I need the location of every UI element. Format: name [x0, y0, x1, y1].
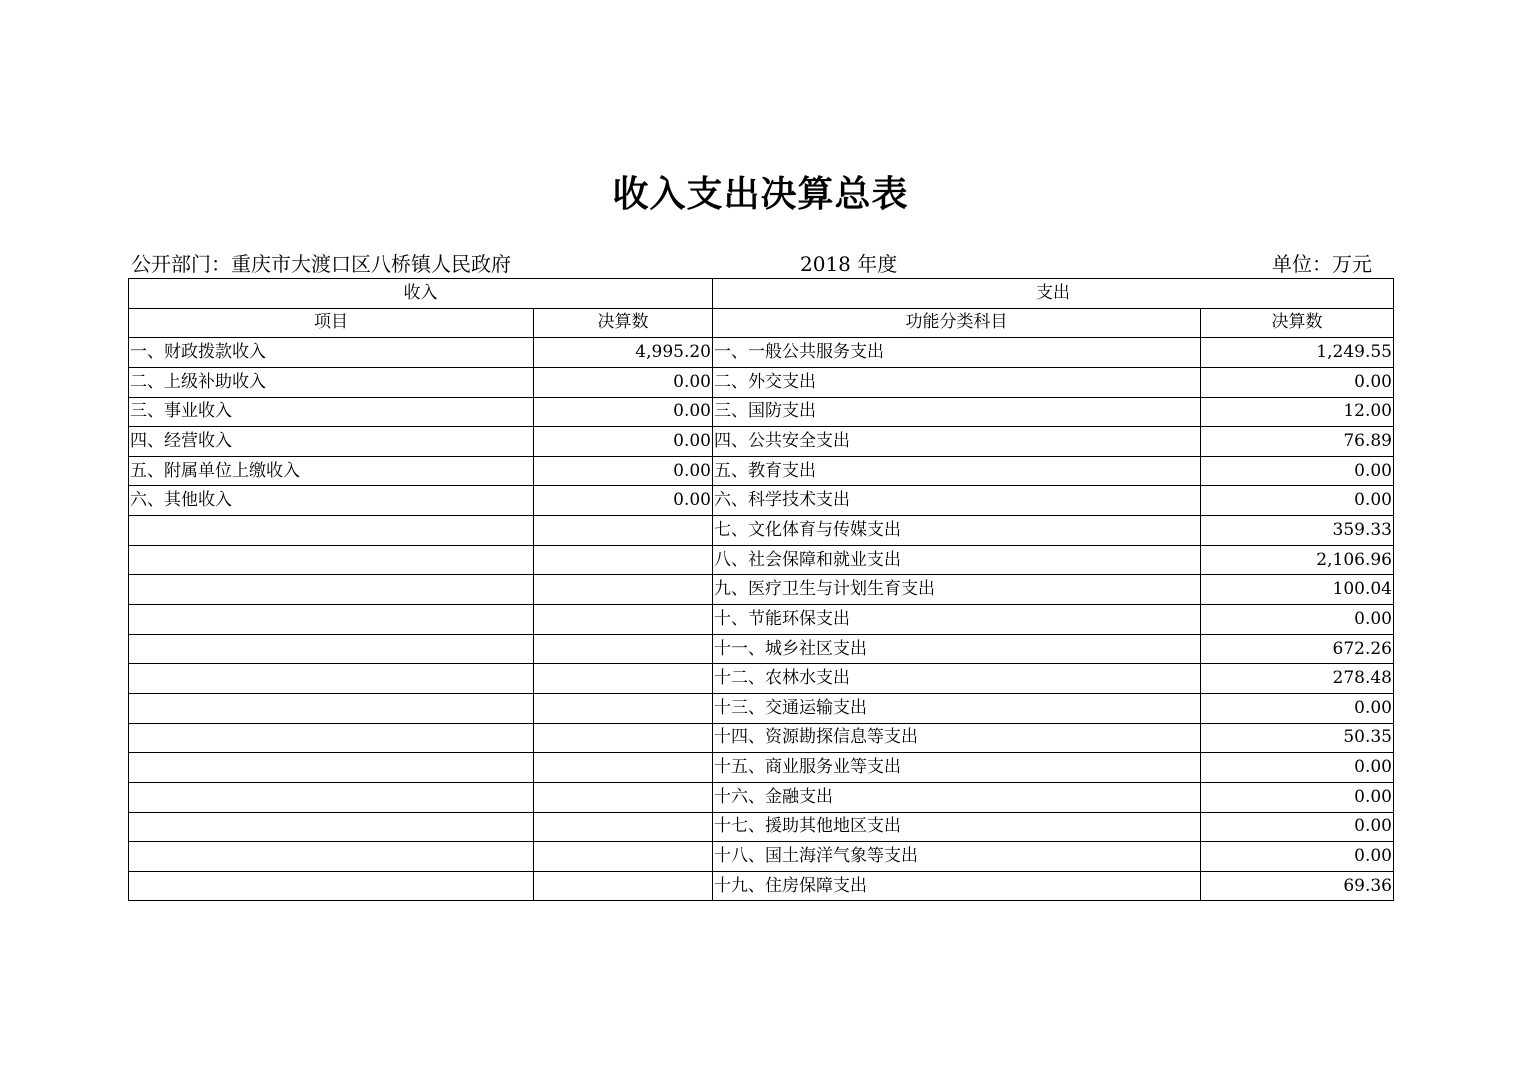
income-item-cell	[129, 605, 534, 635]
income-item-cell	[129, 723, 534, 753]
income-amount-cell	[534, 782, 713, 812]
income-item-cell	[129, 634, 534, 664]
expense-amount-cell: 50.35	[1201, 723, 1394, 753]
income-item-cell	[129, 871, 534, 901]
table-row	[129, 338, 1394, 368]
expense-amount-cell: 1,249.55	[1201, 338, 1394, 368]
income-item-header: 项目	[129, 308, 534, 338]
expense-amount-cell: 0.00	[1201, 753, 1394, 783]
expense-amount-header: 决算数	[1201, 308, 1394, 338]
expense-amount-cell: 0.00	[1201, 367, 1394, 397]
expense-amount-cell: 76.89	[1201, 427, 1394, 457]
expense-item-cell: 十三、交通运输支出	[713, 693, 1201, 723]
income-item-cell: 三、事业收入	[129, 397, 534, 427]
table-row	[129, 516, 1394, 546]
income-item-cell	[129, 782, 534, 812]
income-amount-cell	[534, 516, 713, 546]
unit-label: 单位：万元	[1272, 252, 1372, 276]
income-item-cell: 二、上级补助收入	[129, 367, 534, 397]
expense-amount-cell: 672.26	[1201, 634, 1394, 664]
income-amount-cell	[534, 575, 713, 605]
income-amount-cell	[534, 545, 713, 575]
expense-item-cell: 九、医疗卫生与计划生育支出	[713, 575, 1201, 605]
income-amount-cell: 0.00	[534, 456, 713, 486]
table-row	[129, 782, 1394, 812]
expense-amount-cell: 100.04	[1201, 575, 1394, 605]
income-amount-header: 决算数	[534, 308, 713, 338]
income-amount-cell: 4,995.20	[534, 338, 713, 368]
expense-amount-cell: 0.00	[1201, 782, 1394, 812]
expense-amount-cell: 0.00	[1201, 605, 1394, 635]
expense-item-cell: 十一、城乡社区支出	[713, 634, 1201, 664]
table-row	[129, 397, 1394, 427]
income-amount-cell	[534, 664, 713, 694]
income-item-cell: 五、附属单位上缴收入	[129, 456, 534, 486]
table-row	[129, 545, 1394, 575]
expense-item-cell: 八、社会保障和就业支出	[713, 545, 1201, 575]
department-label: 公开部门：重庆市大渡口区八桥镇人民政府	[131, 252, 511, 276]
income-amount-cell: 0.00	[534, 367, 713, 397]
table-row	[129, 486, 1394, 516]
expense-amount-cell: 69.36	[1201, 871, 1394, 901]
income-item-cell: 四、经营收入	[129, 427, 534, 457]
expense-amount-cell: 359.33	[1201, 516, 1394, 546]
expense-item-cell: 十八、国土海洋气象等支出	[713, 842, 1201, 872]
expense-amount-cell: 2,106.96	[1201, 545, 1394, 575]
income-amount-cell	[534, 723, 713, 753]
table-row	[129, 723, 1394, 753]
expense-item-cell: 三、国防支出	[713, 397, 1201, 427]
income-amount-cell: 0.00	[534, 427, 713, 457]
table-row	[129, 664, 1394, 694]
income-item-cell: 六、其他收入	[129, 486, 534, 516]
table-row	[129, 605, 1394, 635]
expense-amount-cell: 0.00	[1201, 842, 1394, 872]
table-row	[129, 575, 1394, 605]
expense-amount-cell: 0.00	[1201, 486, 1394, 516]
income-amount-cell	[534, 842, 713, 872]
expense-amount-cell: 0.00	[1201, 693, 1394, 723]
income-amount-cell	[534, 693, 713, 723]
income-item-cell	[129, 842, 534, 872]
table-row	[129, 456, 1394, 486]
table-subheader-row	[129, 308, 1394, 338]
income-amount-cell: 0.00	[534, 486, 713, 516]
income-item-cell	[129, 545, 534, 575]
expense-item-cell: 四、公共安全支出	[713, 427, 1201, 457]
expense-amount-cell: 12.00	[1201, 397, 1394, 427]
expense-item-cell: 十六、金融支出	[713, 782, 1201, 812]
table-row	[129, 367, 1394, 397]
expense-item-cell: 一、一般公共服务支出	[713, 338, 1201, 368]
income-amount-cell	[534, 812, 713, 842]
page-title: 收入支出决算总表	[612, 174, 909, 215]
table-row	[129, 634, 1394, 664]
expense-item-cell: 十、节能环保支出	[713, 605, 1201, 635]
income-amount-cell	[534, 871, 713, 901]
expense-item-cell: 十七、援助其他地区支出	[713, 812, 1201, 842]
income-amount-cell	[534, 753, 713, 783]
expense-item-cell: 十四、资源勘探信息等支出	[713, 723, 1201, 753]
income-item-cell	[129, 812, 534, 842]
income-item-cell: 一、财政拨款收入	[129, 338, 534, 368]
table-row	[129, 812, 1394, 842]
expense-header: 支出	[713, 279, 1394, 309]
expense-category-header: 功能分类科目	[713, 308, 1201, 338]
income-header: 收入	[129, 279, 713, 309]
expense-item-cell: 七、文化体育与传媒支出	[713, 516, 1201, 546]
income-item-cell	[129, 575, 534, 605]
expense-item-cell: 五、教育支出	[713, 456, 1201, 486]
table-row	[129, 753, 1394, 783]
table-row	[129, 693, 1394, 723]
income-item-cell	[129, 693, 534, 723]
expense-amount-cell: 0.00	[1201, 812, 1394, 842]
expense-item-cell: 二、外交支出	[713, 367, 1201, 397]
table-header-row	[129, 279, 1394, 309]
table-row	[129, 871, 1394, 901]
expense-item-cell: 十九、住房保障支出	[713, 871, 1201, 901]
table-row	[129, 427, 1394, 457]
income-amount-cell	[534, 605, 713, 635]
year-label: 2018 年度	[800, 252, 898, 276]
income-item-cell	[129, 516, 534, 546]
expense-amount-cell: 0.00	[1201, 456, 1394, 486]
table-row	[129, 842, 1394, 872]
income-item-cell	[129, 664, 534, 694]
expense-item-cell: 十五、商业服务业等支出	[713, 753, 1201, 783]
budget-table	[128, 278, 1394, 901]
expense-item-cell: 十二、农林水支出	[713, 664, 1201, 694]
income-amount-cell	[534, 634, 713, 664]
income-item-cell	[129, 753, 534, 783]
expense-item-cell: 六、科学技术支出	[713, 486, 1201, 516]
income-amount-cell: 0.00	[534, 397, 713, 427]
expense-amount-cell: 278.48	[1201, 664, 1394, 694]
